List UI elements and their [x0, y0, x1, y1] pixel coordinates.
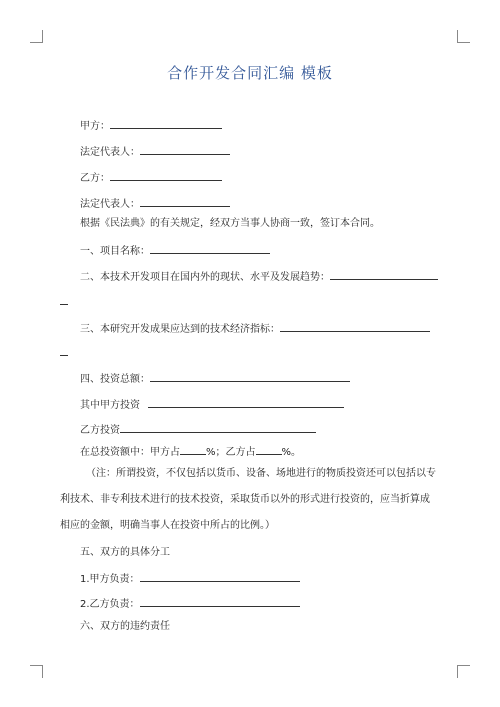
ratio-suffix: %。 [281, 447, 302, 458]
note-line-1: （注：所谓投资，不仅包括以货币、设备、场地进行的物质投资还可以包括以专 [86, 468, 436, 479]
item4a-label: 其中甲方投资 [80, 400, 140, 411]
note-line-3: 相应的金额，明确当事人在投资中所占的比例。） [60, 520, 275, 531]
investment-note [60, 461, 450, 539]
item4a-blank[interactable] [148, 396, 344, 408]
item5-2-line [80, 595, 300, 612]
crop-mark-top-right [457, 30, 470, 43]
party-b-ratio-blank[interactable] [256, 443, 282, 455]
legal-rep-b-label: 法定代表人： [80, 199, 140, 210]
item5-1-blank[interactable] [140, 570, 300, 582]
item4a-line [80, 396, 344, 413]
legal-rep-b-line [80, 195, 230, 212]
item3-continuation-blank[interactable] [60, 355, 68, 356]
item2-line [80, 268, 438, 285]
crop-mark-bottom-right [457, 665, 470, 678]
item4-blank[interactable] [150, 370, 350, 382]
item5-heading: 五、双方的具体分工 [80, 547, 170, 558]
crop-mark-bottom-left [30, 665, 43, 678]
legal-rep-a-line [80, 143, 230, 160]
party-a-ratio-blank[interactable] [180, 443, 206, 455]
item2-blank[interactable] [330, 268, 438, 280]
party-b-blank[interactable] [110, 169, 222, 181]
item1-blank[interactable] [150, 242, 270, 254]
item2-label: 二、本技术开发项目在国内外的现状、水平及发展趋势： [80, 272, 330, 283]
party-a-blank[interactable] [110, 117, 222, 129]
item4b-label: 乙方投资 [80, 425, 120, 436]
ratio-line [80, 443, 301, 460]
note-line-2: 利技术、非专利技术进行的技术投资，采取货币以外的形式进行投资的，应当折算成 [60, 494, 430, 505]
item3-line [80, 320, 430, 337]
party-b-line [80, 169, 222, 186]
ratio-mid: %；乙方占 [206, 447, 256, 458]
item2-continuation-blank[interactable] [60, 304, 68, 305]
party-b-label: 乙方： [80, 173, 110, 184]
item3-blank[interactable] [280, 320, 430, 332]
item3-label: 三、本研究开发成果应达到的技术经济指标： [80, 324, 280, 335]
preamble-text: 根据《民法典》的有关规定，经双方当事人协商一致，签订本合同。 [80, 218, 380, 229]
item1-line [80, 242, 270, 259]
item4b-blank[interactable] [120, 421, 316, 433]
document-title: 合作开发合同汇编 模板 [167, 64, 333, 82]
party-a-label: 甲方： [80, 121, 110, 132]
legal-rep-a-blank[interactable] [140, 143, 230, 155]
item5-1-line [80, 570, 300, 587]
legal-rep-b-blank[interactable] [140, 195, 230, 207]
ratio-prefix: 在总投资额中：甲方占 [80, 447, 180, 458]
item5-2-label: 2.乙方负责： [80, 599, 140, 610]
legal-rep-a-label: 法定代表人： [80, 147, 140, 158]
item5-2-blank[interactable] [140, 595, 300, 607]
item6-heading: 六、双方的违约责任 [80, 621, 170, 632]
crop-mark-top-left [30, 30, 43, 43]
item4-label: 四、投资总额： [80, 374, 150, 385]
item5-1-label: 1.甲方负责： [80, 574, 140, 585]
item4b-line [80, 421, 316, 438]
party-a-line [80, 117, 222, 134]
item4-line [80, 370, 350, 387]
item1-label: 一、项目名称： [80, 246, 150, 257]
